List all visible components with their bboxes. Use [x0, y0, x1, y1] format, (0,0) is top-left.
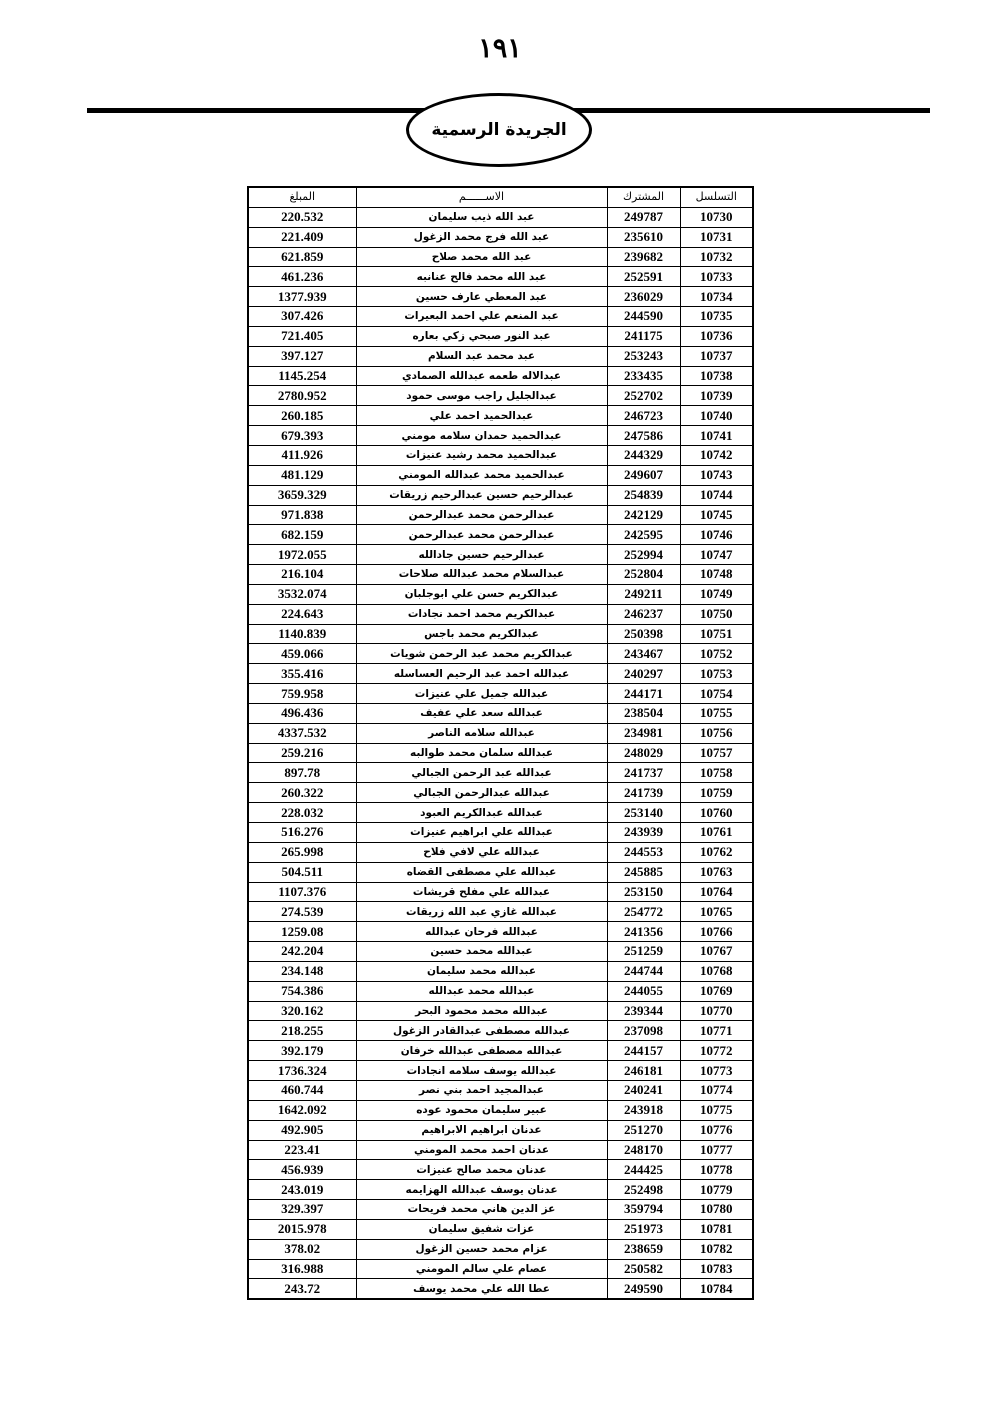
table-row — [248, 1061, 753, 1081]
subscriber-cell: 251270 — [607, 1120, 680, 1140]
table-row — [248, 604, 753, 624]
subscriber-cell: 240297 — [607, 664, 680, 684]
amount-cell: 265.998 — [248, 842, 356, 862]
table-row — [248, 1041, 753, 1061]
table-row — [248, 1219, 753, 1239]
serial-cell: 10766 — [680, 922, 753, 942]
table-row — [248, 1180, 753, 1200]
amount-cell: 461.236 — [248, 267, 356, 287]
column-header-serial: التسلسل — [680, 187, 753, 207]
name-cell: عبدالله علي مصطفى القضاه — [356, 862, 607, 882]
column-header-amount: المبلغ — [248, 187, 356, 207]
serial-cell: 10761 — [680, 823, 753, 843]
table-row — [248, 287, 753, 307]
amount-cell: 2780.952 — [248, 386, 356, 406]
name-cell: عبدالله محمد محمود البحر — [356, 1001, 607, 1021]
amount-cell: 329.397 — [248, 1200, 356, 1220]
serial-cell: 10779 — [680, 1180, 753, 1200]
serial-cell: 10731 — [680, 227, 753, 247]
gazette-title-oval — [406, 93, 592, 167]
subscriber-cell: 253150 — [607, 882, 680, 902]
serial-cell: 10774 — [680, 1080, 753, 1100]
table-row — [248, 366, 753, 386]
column-header-name: الاســــــم — [356, 187, 607, 207]
name-cell: عبدالله سلامه الناصر — [356, 723, 607, 743]
name-cell: عصام علي سالم المومني — [356, 1259, 607, 1279]
serial-cell: 10776 — [680, 1120, 753, 1140]
table-row — [248, 1080, 753, 1100]
subscriber-cell: 252591 — [607, 267, 680, 287]
amount-cell: 392.179 — [248, 1041, 356, 1061]
subscriber-cell: 241739 — [607, 783, 680, 803]
amount-cell: 3532.074 — [248, 584, 356, 604]
subscriber-cell: 235610 — [607, 227, 680, 247]
name-cell: عدنان ابراهيم الابراهيم — [356, 1120, 607, 1140]
name-cell: عبد النور صبحي زكي بعاره — [356, 326, 607, 346]
amount-cell: 320.162 — [248, 1001, 356, 1021]
name-cell: عبدالله مصطفى عبدالقادر الزغول — [356, 1021, 607, 1041]
amount-cell: 260.185 — [248, 406, 356, 426]
amount-cell: 679.393 — [248, 426, 356, 446]
name-cell: عبدالله مصطفى عبدالله خرفان — [356, 1041, 607, 1061]
name-cell: عبدالاله طعمه عبدالله الصمادي — [356, 366, 607, 386]
serial-cell: 10740 — [680, 406, 753, 426]
serial-cell: 10734 — [680, 287, 753, 307]
amount-cell: 682.159 — [248, 525, 356, 545]
amount-cell: 496.436 — [248, 703, 356, 723]
amount-cell: 1107.376 — [248, 882, 356, 902]
table-row — [248, 485, 753, 505]
name-cell: عبدالجليل راجب موسى حمود — [356, 386, 607, 406]
amount-cell: 274.539 — [248, 902, 356, 922]
amount-cell: 759.958 — [248, 684, 356, 704]
table-row — [248, 763, 753, 783]
serial-cell: 10762 — [680, 842, 753, 862]
table-row — [248, 723, 753, 743]
amount-cell: 481.129 — [248, 465, 356, 485]
table-row — [248, 1001, 753, 1021]
table-row — [248, 1239, 753, 1259]
amount-cell: 621.859 — [248, 247, 356, 267]
amount-cell: 316.988 — [248, 1259, 356, 1279]
name-cell: عبدالرحمن محمد عبدالرحمن — [356, 525, 607, 545]
name-cell: عطا الله علي محمد يوسف — [356, 1279, 607, 1299]
serial-cell: 10754 — [680, 684, 753, 704]
serial-cell: 10742 — [680, 445, 753, 465]
table-row — [248, 624, 753, 644]
table-row — [248, 227, 753, 247]
subscriber-cell: 239682 — [607, 247, 680, 267]
subscriber-cell: 244055 — [607, 981, 680, 1001]
amount-cell: 1642.092 — [248, 1100, 356, 1120]
amount-cell: 897.78 — [248, 763, 356, 783]
subscriber-cell: 244329 — [607, 445, 680, 465]
subscriber-cell: 251973 — [607, 1219, 680, 1239]
subscriber-cell: 243939 — [607, 823, 680, 843]
name-cell: عدنان احمد محمد المومني — [356, 1140, 607, 1160]
subscriber-cell: 248170 — [607, 1140, 680, 1160]
table-row — [248, 823, 753, 843]
serial-cell: 10736 — [680, 326, 753, 346]
subscriber-cell: 253140 — [607, 803, 680, 823]
subscriber-cell: 243467 — [607, 644, 680, 664]
name-cell: عبدالله محمد حسين — [356, 942, 607, 962]
table-row — [248, 326, 753, 346]
name-cell: عبدالرحمن محمد عبدالرحمن — [356, 505, 607, 525]
name-cell: عبد المعطي عارف حسين — [356, 287, 607, 307]
table-row — [248, 703, 753, 723]
amount-cell: 754.386 — [248, 981, 356, 1001]
table-body — [248, 207, 753, 1299]
amount-cell: 971.838 — [248, 505, 356, 525]
table-row — [248, 922, 753, 942]
subscriber-cell: 244157 — [607, 1041, 680, 1061]
amount-cell: 1145.254 — [248, 366, 356, 386]
name-cell: عبدالحميد حمدان سلامه مومني — [356, 426, 607, 446]
amount-cell: 243.72 — [248, 1279, 356, 1299]
serial-cell: 10771 — [680, 1021, 753, 1041]
table-row — [248, 267, 753, 287]
amount-cell: 1140.839 — [248, 624, 356, 644]
subscriber-cell: 244744 — [607, 961, 680, 981]
subscriber-cell: 241175 — [607, 326, 680, 346]
table-row — [248, 783, 753, 803]
subscriber-cell: 237098 — [607, 1021, 680, 1041]
serial-cell: 10756 — [680, 723, 753, 743]
serial-cell: 10780 — [680, 1200, 753, 1220]
amount-cell: 1377.939 — [248, 287, 356, 307]
subscriber-cell: 244171 — [607, 684, 680, 704]
amount-cell: 3659.329 — [248, 485, 356, 505]
amount-cell: 221.409 — [248, 227, 356, 247]
subscriber-cell: 250582 — [607, 1259, 680, 1279]
name-cell: عبدالحميد احمد علي — [356, 406, 607, 426]
column-header-subscriber: المشترك — [607, 187, 680, 207]
table-row — [248, 862, 753, 882]
serial-cell: 10732 — [680, 247, 753, 267]
name-cell: عبدالله فرحان عبدالله — [356, 922, 607, 942]
amount-cell: 260.322 — [248, 783, 356, 803]
name-cell: عبدالكريم محمد عبد الرحمن شويات — [356, 644, 607, 664]
table-row — [248, 565, 753, 585]
table-row — [248, 386, 753, 406]
subscriber-cell: 252498 — [607, 1180, 680, 1200]
serial-cell: 10738 — [680, 366, 753, 386]
serial-cell: 10765 — [680, 902, 753, 922]
table-row — [248, 1140, 753, 1160]
table-row — [248, 803, 753, 823]
name-cell: عزام محمد حسين الزغول — [356, 1239, 607, 1259]
serial-cell: 10746 — [680, 525, 753, 545]
subscriber-cell: 249607 — [607, 465, 680, 485]
serial-cell: 10767 — [680, 942, 753, 962]
serial-cell: 10763 — [680, 862, 753, 882]
amount-cell: 243.019 — [248, 1180, 356, 1200]
table-row — [248, 1021, 753, 1041]
serial-cell: 10753 — [680, 664, 753, 684]
page-number: ١٩١ — [478, 33, 522, 64]
serial-cell: 10773 — [680, 1061, 753, 1081]
serial-cell: 10735 — [680, 307, 753, 327]
name-cell: عبد المنعم علي احمد البعيرات — [356, 307, 607, 327]
subscriber-cell: 254772 — [607, 902, 680, 922]
table-row — [248, 882, 753, 902]
subscriber-cell: 238504 — [607, 703, 680, 723]
serial-cell: 10749 — [680, 584, 753, 604]
table-header-row — [248, 187, 753, 207]
subscriber-cell: 253243 — [607, 346, 680, 366]
amount-cell: 218.255 — [248, 1021, 356, 1041]
subscriber-cell: 249211 — [607, 584, 680, 604]
name-cell: عدنان يوسف عبدالله الهزايمه — [356, 1180, 607, 1200]
serial-cell: 10730 — [680, 207, 753, 227]
serial-cell: 10760 — [680, 803, 753, 823]
table-row — [248, 942, 753, 962]
table-row — [248, 445, 753, 465]
amount-cell: 2015.978 — [248, 1219, 356, 1239]
serial-cell: 10783 — [680, 1259, 753, 1279]
name-cell: عبد الله محمد فالح عنانبه — [356, 267, 607, 287]
serial-cell: 10757 — [680, 743, 753, 763]
name-cell: عبدالله جميل علي عنيزات — [356, 684, 607, 704]
serial-cell: 10747 — [680, 545, 753, 565]
name-cell: عبدالله علي مفلح قريشات — [356, 882, 607, 902]
name-cell: عبدالله محمد سليمان — [356, 961, 607, 981]
serial-cell: 10750 — [680, 604, 753, 624]
subscriber-cell: 246181 — [607, 1061, 680, 1081]
serial-cell: 10745 — [680, 505, 753, 525]
subscriber-cell: 247586 — [607, 426, 680, 446]
subscriber-cell: 252994 — [607, 545, 680, 565]
subscriber-cell: 244553 — [607, 842, 680, 862]
name-cell: عزات شفيق سليمان — [356, 1219, 607, 1239]
table-row — [248, 1259, 753, 1279]
serial-cell: 10782 — [680, 1239, 753, 1259]
table-row — [248, 1100, 753, 1120]
serial-cell: 10770 — [680, 1001, 753, 1021]
name-cell: عبدالسلام محمد عبدالله صلاحات — [356, 565, 607, 585]
serial-cell: 10772 — [680, 1041, 753, 1061]
serial-cell: 10739 — [680, 386, 753, 406]
amount-cell: 355.416 — [248, 664, 356, 684]
subscriber-cell: 244425 — [607, 1160, 680, 1180]
name-cell: عبدالله علي ابراهيم عنيزات — [356, 823, 607, 843]
amount-cell: 259.216 — [248, 743, 356, 763]
amount-cell: 307.426 — [248, 307, 356, 327]
amount-cell: 1736.324 — [248, 1061, 356, 1081]
table-row — [248, 1200, 753, 1220]
table-row — [248, 465, 753, 485]
serial-cell: 10752 — [680, 644, 753, 664]
name-cell: عبدالله عبد الرحمن الجبالي — [356, 763, 607, 783]
table-row — [248, 346, 753, 366]
amount-cell: 460.744 — [248, 1080, 356, 1100]
amount-cell: 1972.055 — [248, 545, 356, 565]
subscriber-cell: 251259 — [607, 942, 680, 962]
name-cell: عبدالله سلمان محمد طوالبه — [356, 743, 607, 763]
subscriber-cell: 250398 — [607, 624, 680, 644]
name-cell: عبد محمد عبد السلام — [356, 346, 607, 366]
name-cell: عبدالله سعد علي عفيف — [356, 703, 607, 723]
name-cell: عبد الله محمد صلاح — [356, 247, 607, 267]
table-row — [248, 1279, 753, 1299]
amount-cell: 492.905 — [248, 1120, 356, 1140]
subscriber-cell: 249590 — [607, 1279, 680, 1299]
subscriber-cell: 239344 — [607, 1001, 680, 1021]
subscriber-cell: 252804 — [607, 565, 680, 585]
table-row — [248, 1160, 753, 1180]
serial-cell: 10769 — [680, 981, 753, 1001]
subscriber-cell: 254839 — [607, 485, 680, 505]
subscriber-cell: 248029 — [607, 743, 680, 763]
table-row — [248, 247, 753, 267]
table-row — [248, 743, 753, 763]
amount-cell: 721.405 — [248, 326, 356, 346]
serial-cell: 10755 — [680, 703, 753, 723]
name-cell: عز الدين هاني محمد فريحات — [356, 1200, 607, 1220]
serial-cell: 10777 — [680, 1140, 753, 1160]
table-row — [248, 644, 753, 664]
subscriber-cell: 245885 — [607, 862, 680, 882]
amount-cell: 459.066 — [248, 644, 356, 664]
gazette-title: الجريدة الرسمية — [431, 120, 567, 140]
amount-cell: 1259.08 — [248, 922, 356, 942]
subscriber-cell: 241737 — [607, 763, 680, 783]
serial-cell: 10764 — [680, 882, 753, 902]
name-cell: عبدالله غازي عبد الله زريقات — [356, 902, 607, 922]
subscriber-cell: 240241 — [607, 1080, 680, 1100]
amount-cell: 242.204 — [248, 942, 356, 962]
table-row — [248, 207, 753, 227]
name-cell: عبدالله عبدالرحمن الجبالي — [356, 783, 607, 803]
amount-cell: 216.104 — [248, 565, 356, 585]
amount-cell: 397.127 — [248, 346, 356, 366]
name-cell: عبدالحميد محمد عبدالله المومني — [356, 465, 607, 485]
table-row — [248, 584, 753, 604]
serial-cell: 10758 — [680, 763, 753, 783]
serial-cell: 10775 — [680, 1100, 753, 1120]
serial-cell: 10781 — [680, 1219, 753, 1239]
serial-cell: 10751 — [680, 624, 753, 644]
table-row — [248, 902, 753, 922]
table-row — [248, 664, 753, 684]
subscriber-cell: 246723 — [607, 406, 680, 426]
amount-cell: 224.643 — [248, 604, 356, 624]
amount-cell: 234.148 — [248, 961, 356, 981]
subscriber-cell: 244590 — [607, 307, 680, 327]
name-cell: عبير سليمان محمود عوده — [356, 1100, 607, 1120]
name-cell: عبدالكريم حسن علي ابوجلبان — [356, 584, 607, 604]
name-cell: عبدالحميد محمد رشيد عنيزات — [356, 445, 607, 465]
subscriber-cell: 243918 — [607, 1100, 680, 1120]
serial-cell: 10778 — [680, 1160, 753, 1180]
table-row — [248, 684, 753, 704]
name-cell: عبدالله علي لافي فلاح — [356, 842, 607, 862]
payments-table-container — [247, 186, 752, 1300]
subscriber-cell: 238659 — [607, 1239, 680, 1259]
table-row — [248, 545, 753, 565]
name-cell: عبدالله احمد عبد الرحيم العساسله — [356, 664, 607, 684]
subscriber-cell: 241356 — [607, 922, 680, 942]
table-row — [248, 505, 753, 525]
subscriber-cell: 236029 — [607, 287, 680, 307]
table-row — [248, 842, 753, 862]
serial-cell: 10759 — [680, 783, 753, 803]
name-cell: عبد الله ذيب سليمان — [356, 207, 607, 227]
name-cell: عبدالله يوسف سلامه انجادات — [356, 1061, 607, 1081]
subscriber-cell: 242595 — [607, 525, 680, 545]
subscriber-cell: 246237 — [607, 604, 680, 624]
amount-cell: 228.032 — [248, 803, 356, 823]
amount-cell: 4337.532 — [248, 723, 356, 743]
subscriber-cell: 252702 — [607, 386, 680, 406]
serial-cell: 10741 — [680, 426, 753, 446]
table-row — [248, 981, 753, 1001]
serial-cell: 10784 — [680, 1279, 753, 1299]
table-row — [248, 307, 753, 327]
amount-cell: 516.276 — [248, 823, 356, 843]
serial-cell: 10744 — [680, 485, 753, 505]
table-row — [248, 426, 753, 446]
subscriber-cell: 234981 — [607, 723, 680, 743]
table-row — [248, 406, 753, 426]
name-cell: عبدالمجيد احمد بني نصر — [356, 1080, 607, 1100]
subscriber-cell: 359794 — [607, 1200, 680, 1220]
amount-cell: 456.939 — [248, 1160, 356, 1180]
payments-table — [247, 186, 754, 1300]
name-cell: عبدالرحيم حسين جادالله — [356, 545, 607, 565]
serial-cell: 10737 — [680, 346, 753, 366]
name-cell: عبد الله فرج محمد الزغول — [356, 227, 607, 247]
subscriber-cell: 242129 — [607, 505, 680, 525]
serial-cell: 10733 — [680, 267, 753, 287]
subscriber-cell: 249787 — [607, 207, 680, 227]
name-cell: عدنان محمد صالح عنيزات — [356, 1160, 607, 1180]
serial-cell: 10748 — [680, 565, 753, 585]
subscriber-cell: 233435 — [607, 366, 680, 386]
serial-cell: 10743 — [680, 465, 753, 485]
table-row — [248, 961, 753, 981]
name-cell: عبدالله محمد عبدالله — [356, 981, 607, 1001]
name-cell: عبدالكريم محمد احمد نجادات — [356, 604, 607, 624]
table-row — [248, 525, 753, 545]
name-cell: عبدالله عبدالكريم العبود — [356, 803, 607, 823]
name-cell: عبدالرحيم حسين عبدالرحيم زريقات — [356, 485, 607, 505]
serial-cell: 10768 — [680, 961, 753, 981]
amount-cell: 220.532 — [248, 207, 356, 227]
name-cell: عبدالكريم محمد باجس — [356, 624, 607, 644]
amount-cell: 504.511 — [248, 862, 356, 882]
amount-cell: 411.926 — [248, 445, 356, 465]
amount-cell: 378.02 — [248, 1239, 356, 1259]
amount-cell: 223.41 — [248, 1140, 356, 1160]
table-row — [248, 1120, 753, 1140]
